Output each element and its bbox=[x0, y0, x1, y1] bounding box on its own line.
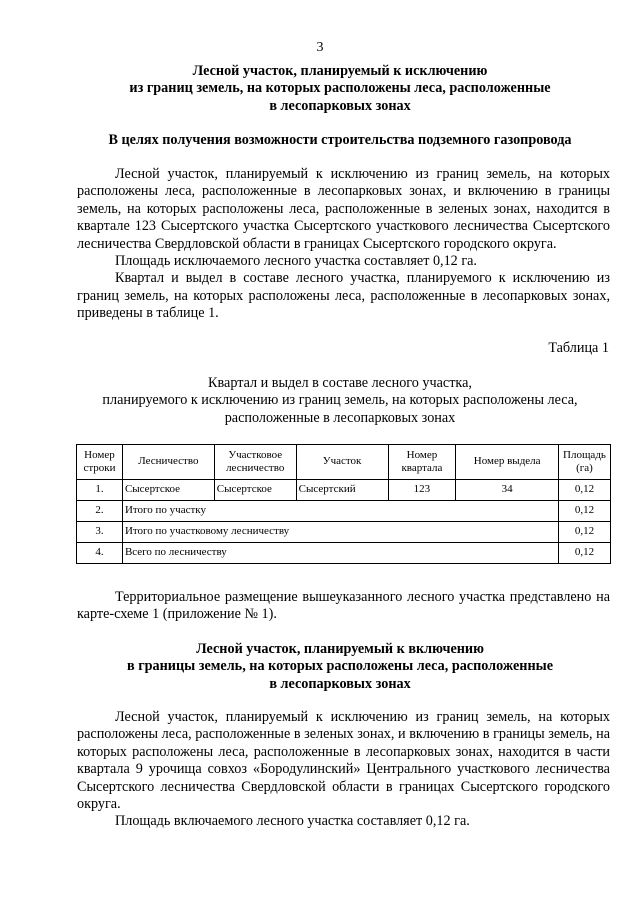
cell-row-number: 3. bbox=[77, 522, 123, 543]
forest-plot-table bbox=[76, 444, 611, 564]
header-forestry: Лесничество bbox=[122, 445, 214, 480]
table-row bbox=[77, 543, 611, 564]
cell-section: Сысертский bbox=[296, 480, 388, 501]
cell-total-label: Всего по лесничеству bbox=[122, 543, 558, 564]
cell-allotment-number: 34 bbox=[456, 480, 559, 501]
placement-paragraph: Территориальное размещение вышеуказанного лесного участка представлено на карте-схеме 1 (приложение № 1). bbox=[77, 589, 610, 623]
section1-paragraph1: Лесной участок, планируемый к исключению из границ земель, на которых расположены леса, расположенные в лесопарковых зонах, и включению в границы земель, на которых расположены леса, расположенные в зеленых зонах, находится в квартале 123 Сысертского участка Сысертского участкового лесничества Сысертского лесничества Свердловской области в границах Сысертского городского округа. bbox=[77, 166, 610, 252]
header-area: Площадь (га) bbox=[558, 445, 610, 480]
table-caption-line: расположенные в лесопарковых зонах bbox=[224, 409, 456, 426]
table-caption bbox=[60, 375, 620, 427]
header-quarter-number: Номер квартала bbox=[388, 445, 456, 480]
section2-body bbox=[77, 709, 610, 831]
section2-paragraph1: Лесной участок, планируемый к исключению из границ земель, на которых расположены леса, расположенные в зеленых зонах, и включению в границы земель, на которых расположены леса, расположенные в лесопарковых зонах, находится в части квартала 9 урочища совхоз «Бородулинский» Центрального участкового лесничества Сысертского лесничества Свердловской области в границах Сысертского городского округа. bbox=[77, 709, 610, 813]
table-label: Таблица 1 bbox=[548, 340, 609, 356]
cell-area: 0,12 bbox=[558, 543, 610, 564]
purpose-heading: В целях получения возможности строительства подземного газопровода bbox=[108, 132, 572, 148]
cell-row-number: 4. bbox=[77, 543, 123, 564]
table-row bbox=[77, 522, 611, 543]
table-row bbox=[77, 480, 611, 501]
table-header-row bbox=[77, 445, 611, 480]
cell-quarter-number: 123 bbox=[388, 480, 456, 501]
section1-title-line: Лесной участок, планируемый к исключению bbox=[192, 63, 488, 79]
table-caption-line: планируемого к исключению из границ земель, на которых расположены леса, bbox=[102, 392, 578, 409]
page-number: 3 bbox=[316, 40, 324, 55]
section1-paragraph2: Площадь исключаемого лесного участка составляет 0,12 га. bbox=[115, 253, 477, 270]
section1-title-line: из границ земель, на которых расположены леса, расположенные bbox=[129, 80, 551, 97]
header-district-forestry: Участковое лесничество bbox=[214, 445, 296, 480]
section1-title bbox=[60, 63, 620, 115]
section1-body bbox=[77, 166, 610, 323]
header-section: Участок bbox=[296, 445, 388, 480]
cell-forestry: Сысертское bbox=[122, 480, 214, 501]
section1-title-line: в лесопарковых зонах bbox=[269, 97, 411, 114]
header-row-number: Номер строки bbox=[77, 445, 123, 480]
table-caption-line: Квартал и выдел в составе лесного участка, bbox=[208, 375, 472, 391]
cell-total-label: Итого по участковому лесничеству bbox=[122, 522, 558, 543]
cell-row-number: 1. bbox=[77, 480, 123, 501]
cell-district-forestry: Сысертское bbox=[214, 480, 296, 501]
cell-area: 0,12 bbox=[558, 522, 610, 543]
section1-paragraph3: Квартал и выдел в составе лесного участка, планируемого к исключению из границ земель, на которых расположены леса, расположенные в лесопарковых зонах, приведены в таблице 1. bbox=[77, 270, 610, 322]
placement-body bbox=[77, 589, 610, 624]
cell-total-label: Итого по участку bbox=[122, 501, 558, 522]
section2-title-line: в границы земель, на которых расположены леса, расположенные bbox=[126, 658, 554, 675]
header-allotment-number: Номер выдела bbox=[456, 445, 559, 480]
section2-title-line: Лесной участок, планируемый к включению bbox=[196, 641, 484, 657]
section2-paragraph2: Площадь включаемого лесного участка составляет 0,12 га. bbox=[115, 813, 470, 830]
section2-title bbox=[60, 641, 620, 693]
cell-area: 0,12 bbox=[558, 501, 610, 522]
section2-title-line: в лесопарковых зонах bbox=[269, 675, 411, 692]
cell-area: 0,12 bbox=[558, 480, 610, 501]
table-row bbox=[77, 501, 611, 522]
cell-row-number: 2. bbox=[77, 501, 123, 522]
